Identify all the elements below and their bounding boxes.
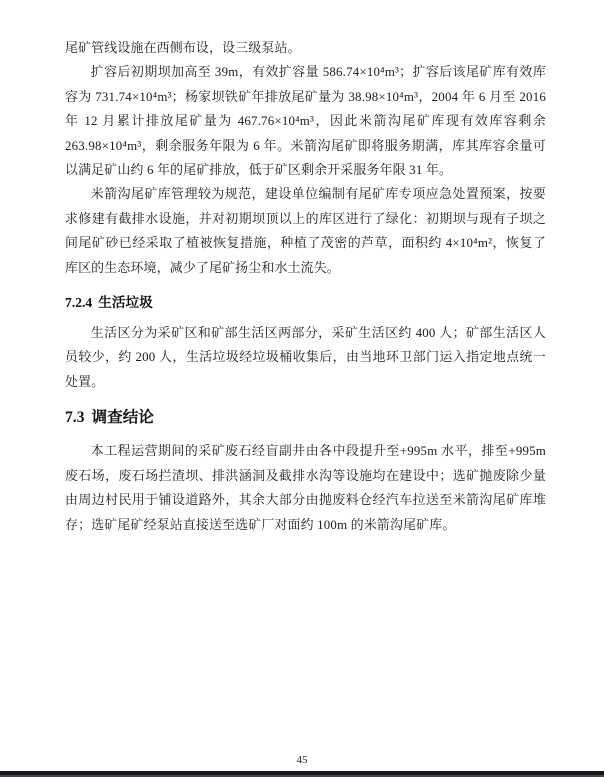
footer-bar (0, 771, 604, 777)
paragraph-reservoir-management: 米箭沟尾矿库管理较为规范，建设单位编制有尾矿库专项应急处置预案，按要求修建有截排水设施，并对初期坝顶以上的库区进行了绿化：初期坝与现有子坝之间尾矿砂已经采取了植被恢复措施，种植了茂密的芦草，面积约 4×10⁴m²，恢复了库区的生态环境，减少了尾矿扬尘和水土流失。 (65, 187, 546, 275)
page-footer (0, 753, 604, 777)
heading-number: 7.2.4 (65, 295, 93, 311)
paragraph-expansion-capacity: 扩容后初期坝加高至 39m，有效扩容量 586.74×10⁴m³；扩容后该尾矿库有效库容为 731.74×10⁴m³；杨家坝铁矿年排放尾矿量为 38.98×10⁴m³，2004 年 6 月至 2016 年 12 月累计排放尾矿量为 467.76×10⁴m³，因此米箭沟尾矿库现有效库容剩余 263.98×10⁴m³，剩余服务年限为 6 年。米箭沟尾矿即将服务期满，库其库容余量可以满足矿山约 6 年的尾矿排放，低于矿区剩余开采服务年限 31 年。 (65, 65, 546, 178)
heading-7-2-4-domestic-waste (65, 293, 546, 313)
heading-7-3-conclusion (65, 407, 546, 429)
page-number: 45 (296, 754, 308, 766)
paragraph-domestic-waste: 生活区分为采矿区和矿部生活区两部分，采矿生活区约 400 人；矿部生活区人员较少，约 200 人，生活垃圾经垃圾桶收集后，由当地环卫部门运入指定地点统一处置。 (65, 326, 546, 389)
paragraph-conclusion: 本工程运营期间的采矿废石经盲副井由各中段提升至+995m 水平，排至+995m 废石场，废石场拦渣坝、排洪涵洞及截排水沟等设施均在建设中；选矿抛废除少量由周边村民用于铺设道路外，其余大部分由抛废料仓经汽车拉送至米箭沟尾矿库堆存；选矿尾矿经泵站直接送至选矿厂对面约 100m 的米箭沟尾矿库。 (65, 444, 546, 532)
paragraph-tailings-pipeline: 尾矿管线设施在西侧布设，设三级泵站。 (65, 41, 301, 55)
heading-title: 生活垃圾 (98, 295, 153, 311)
heading-title: 调查结论 (91, 409, 154, 427)
page-content (65, 36, 546, 537)
heading-number: 7.3 (65, 409, 85, 427)
